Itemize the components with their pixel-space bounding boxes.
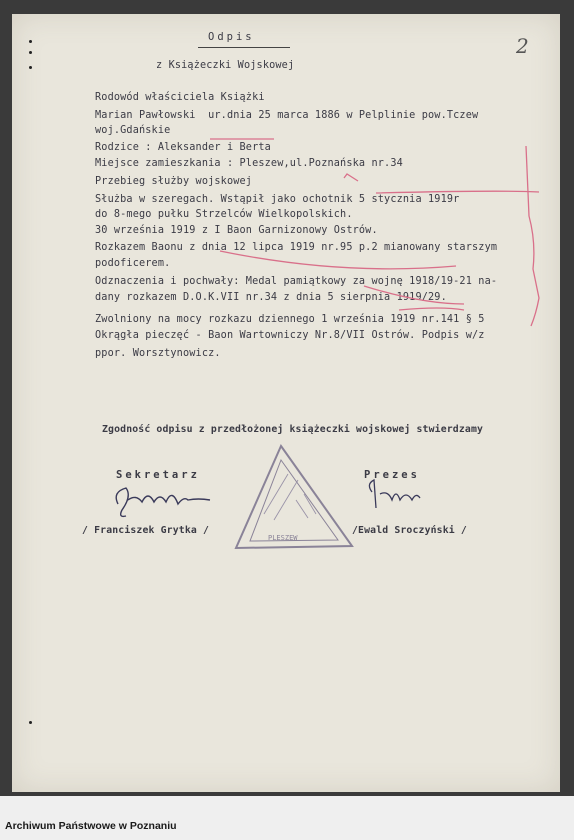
body-line: Rodowód właściciela Książki: [95, 92, 265, 103]
secretary-name: / Franciszek Grytka /: [82, 525, 210, 536]
body-line: do 8-mego pułku Strzelców Wielkopolskich.: [95, 209, 353, 220]
president-name: /Ewald Sroczyński /: [352, 525, 467, 536]
president-signature: [369, 480, 420, 508]
red-check: [344, 174, 358, 181]
body-line: Miejsce zamieszkania : Pleszew,ul.Poznańska nr.34: [95, 158, 403, 169]
red-margin-line: [526, 146, 539, 326]
body-line: ppor. Worsztynowicz.: [95, 348, 221, 359]
document-title: Odpis: [208, 31, 255, 43]
secretary-title: Sekretarz: [116, 469, 200, 481]
official-stamp: [236, 446, 352, 548]
signature-stroke: [116, 488, 210, 516]
body-line: podoficerem.: [95, 258, 171, 269]
body-line: Służba w szeregach. Wstąpił jako ochotnik 5 stycznia 1919r: [95, 194, 460, 205]
red-underline: [399, 308, 464, 310]
body-line: dany rozkazem D.O.K.VII nr.34 z dnia 5 sierpnia 1919/29.: [95, 292, 447, 303]
certification-statement: Zgodność odpisu z przedłożonej książeczki wojskowej stwierdzamy: [102, 424, 484, 435]
body-line: Okrągła pieczęć - Baon Wartowniczy Nr.8/VII Ostrów. Podpis w/z: [95, 330, 485, 341]
archive-footer: [0, 796, 574, 840]
body-line: 30 września 1919 z I Baon Garnizonowy Ostrów.: [95, 225, 378, 236]
punch-hole: [29, 40, 32, 43]
red-underline: [220, 251, 456, 269]
body-line: Zwolniony na mocy rozkazu dziennego 1 września 1919 nr.141 § 5: [95, 314, 485, 325]
page-number: 2: [516, 34, 529, 58]
body-line: Marian Pawłowski ur.dnia 25 marca 1886 w Pelplinie pow.Tczew: [95, 110, 479, 121]
document-page: [12, 14, 560, 792]
body-line: Przebieg służby wojskowej: [95, 176, 253, 187]
body-line: Rozkazem Baonu z dnia 12 lipca 1919 nr.95 p.2 mianowany starszym: [95, 242, 498, 253]
archive-label: Archiwum Państwowe w Poznaniu: [5, 820, 177, 832]
document-subtitle: z Książeczki Wojskowej: [156, 60, 295, 71]
secretary-signature: [116, 488, 210, 516]
body-line: Rodzice : Aleksander i Berta: [95, 142, 271, 153]
body-line: woj.Gdańskie: [95, 125, 171, 136]
punch-hole: [29, 721, 32, 724]
signature-stroke: [369, 480, 420, 508]
president-title: Prezes: [364, 469, 420, 481]
red-underline: [376, 191, 539, 193]
stamp-label: PLESZEW: [268, 534, 298, 542]
title-underline: [198, 47, 290, 48]
punch-hole: [29, 51, 32, 54]
body-line: Odznaczenia i pochwały: Medal pamiątkowy za wojnę 1918/19-21 na-: [95, 276, 498, 287]
punch-hole: [29, 66, 32, 69]
